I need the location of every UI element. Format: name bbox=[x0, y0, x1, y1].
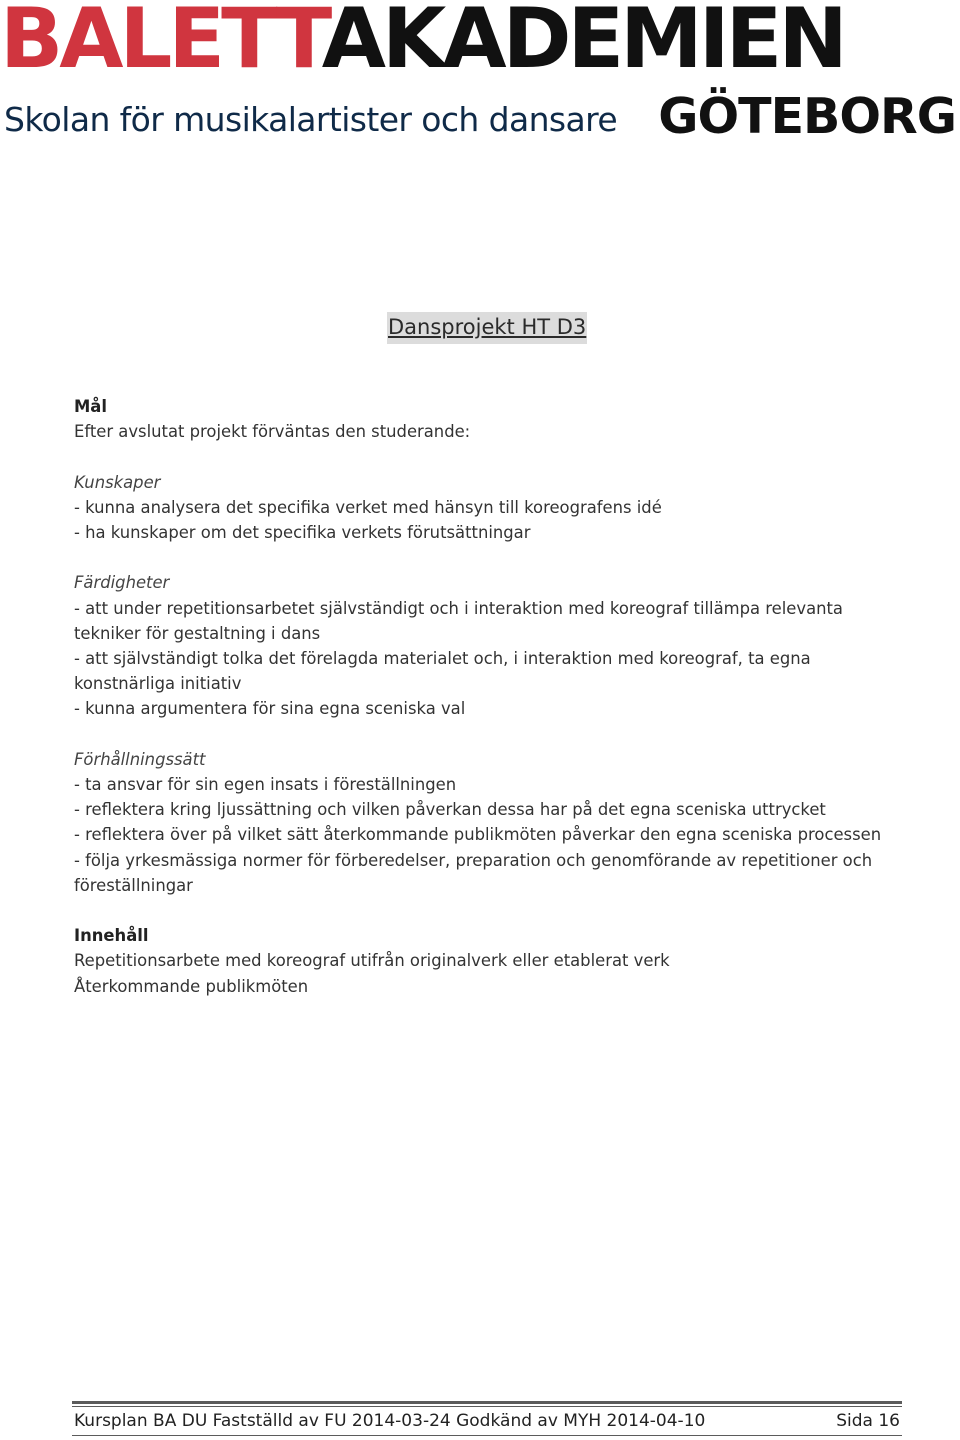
knowledge-item: - ha kunskaper om det specifika verkets förutsättningar bbox=[74, 523, 531, 542]
footer-course-info: Kursplan BA DU Fastställd av FU 2014-03-24 Godkänd av MYH 2014-04-10 bbox=[74, 1411, 706, 1431]
attitude-item: - ta ansvar för sin egen insats i föreställningen bbox=[74, 775, 457, 794]
content-item: Återkommande publikmöten bbox=[74, 976, 309, 996]
attitude-heading: Förhållningssätt bbox=[74, 749, 206, 769]
footer-page-number: Sida 16 bbox=[836, 1411, 900, 1431]
document-title: Dansprojekt HT D3 bbox=[387, 312, 587, 344]
knowledge-heading: Kunskaper bbox=[74, 472, 161, 492]
skills-item: - att under repetitionsarbetet självständigt och i interaktion med koreograf tillämpa relevanta bbox=[74, 598, 843, 618]
content-heading: Innehåll bbox=[74, 926, 149, 946]
content-item: Repetitionsarbete med koreograf utifrån originalverk eller etablerat verk bbox=[74, 951, 670, 971]
knowledge-item: - kunna analysera det specifika verket med hänsyn till koreografens idé bbox=[74, 497, 662, 517]
attitude-item: - följa yrkesmässiga normer för förberedelser, preparation och genomförande av repetitioner och bbox=[74, 850, 873, 870]
logo-city: GÖTEBORG bbox=[658, 88, 956, 145]
skills-item: - att självständigt tolka det förelagda materialet och, i interaktion med koreograf, ta egna bbox=[74, 649, 811, 668]
skills-item: konstnärliga initiativ bbox=[74, 674, 242, 694]
skills-heading: Färdigheter bbox=[74, 573, 170, 593]
footer-bottom-line bbox=[72, 1435, 902, 1436]
footer-divider bbox=[72, 1401, 902, 1404]
goal-intro: Efter avslutat projekt förväntas den studerande: bbox=[74, 422, 471, 442]
logo-part-red: BALETT bbox=[0, 0, 322, 87]
attitude-item: - reflektera kring ljussättning och vilken påverkan dessa har på det egna sceniska uttrycket bbox=[74, 800, 826, 820]
logo-tagline: Skolan för musikalartister och dansare bbox=[4, 100, 618, 139]
skills-item: - kunna argumentera för sina egna sceniska val bbox=[74, 699, 466, 719]
footer-divider-thin bbox=[72, 1406, 902, 1407]
logo-part-black: AKADEMIEN bbox=[321, 0, 844, 87]
skills-item: tekniker för gestaltning i dans bbox=[74, 623, 321, 643]
attitude-item: föreställningar bbox=[74, 875, 193, 895]
document-body bbox=[74, 394, 914, 999]
logo-wordmark bbox=[0, 0, 960, 87]
attitude-item: - reflektera över på vilket sätt återkommande publikmöten påverkar den egna sceniska processen bbox=[74, 825, 882, 845]
goal-heading: Mål bbox=[74, 397, 107, 416]
